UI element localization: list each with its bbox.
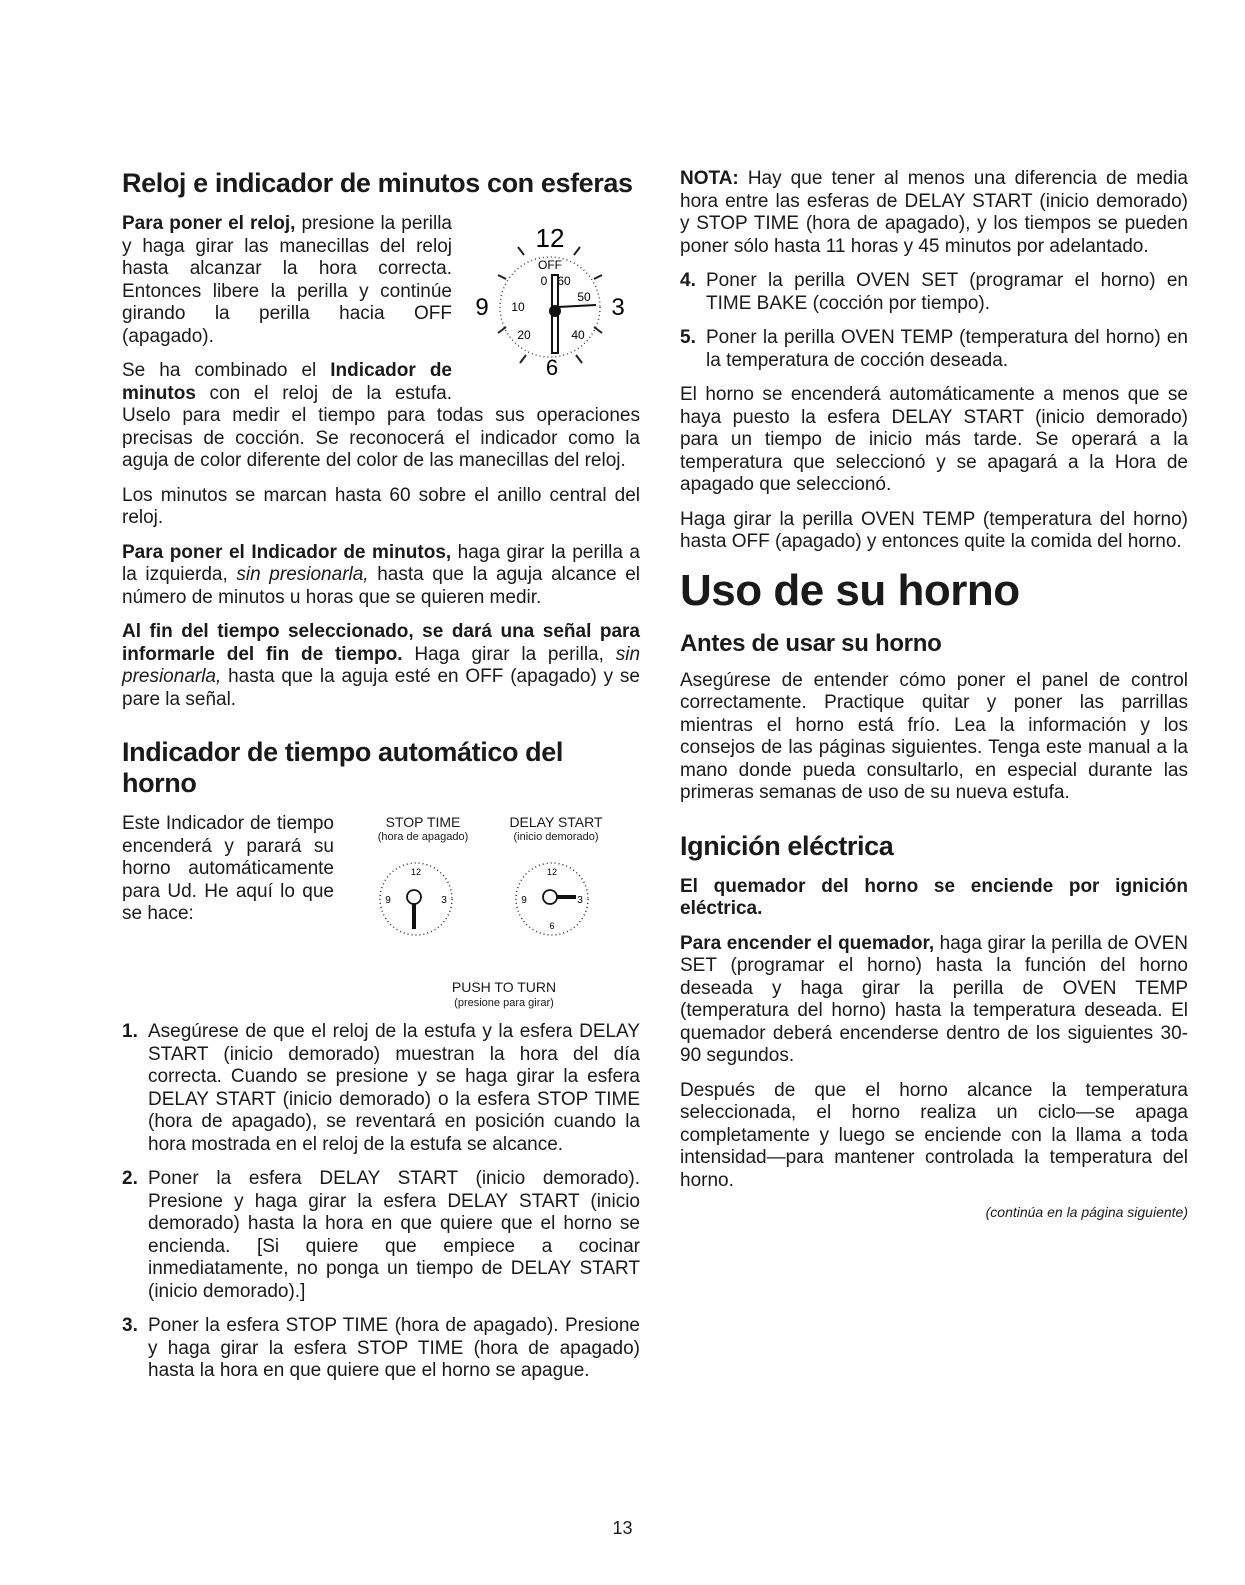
- encender-lead: Para encender el quemador,: [680, 932, 935, 954]
- minute-60-label: 60: [557, 274, 571, 288]
- clock-number-9: 9: [475, 294, 489, 321]
- timer-steps-left: [122, 1021, 640, 1383]
- set-timer-lead: Para poner el Indicador de minutos,: [122, 541, 452, 563]
- antes-usar-text: Asegúrese de entender cómo poner el panel de control correctamente. Practique quitar y poner las parrillas mientras el horno está frío. Lea la información y los consejos de las páginas siguientes. Tenga este manual a la mano donde pueda consultarlo, en especial durante las primeras semanas de uso de su nueva estufa.: [680, 669, 1188, 803]
- timer-intro-bold: Indicador de minutos: [122, 360, 452, 404]
- heading-auto-timer: Indicador de tiempo automático del horno: [122, 737, 563, 798]
- heading-ignicion: Ignición eléctrica: [680, 830, 894, 861]
- svg-text:3: 3: [441, 895, 447, 906]
- heading-uso-horno: Uso de su horno: [680, 565, 1020, 615]
- svg-text:9: 9: [521, 895, 527, 906]
- clock-number-6: 6: [545, 355, 559, 380]
- ciclo-text: Después de que el horno alcance la temperatura seleccionada, el horno realiza un ciclo—se apaga completamente y luego se enciende con la llama a toda intensidad—para mantener controlada la temperatura del horno.: [680, 1079, 1188, 1191]
- minute-10-label: 10: [511, 300, 525, 314]
- heading-clock: Reloj e indicador de minutos con esferas: [122, 168, 633, 198]
- minute-0-label: 0: [540, 274, 548, 288]
- auto-timer-description: Este Indicador de tiempo encenderá y parará su horno automáticamente para Ud. He aquí lo que se hace:: [122, 813, 334, 924]
- minutes-ring-text: Los minutos se marcan hasta 60 sobre el anillo central del reloj.: [122, 484, 640, 528]
- heading-antes-usar: Antes de usar su horno: [680, 629, 942, 657]
- svg-text:6: 6: [549, 921, 555, 931]
- step-1: 1. Asegúrese de que el reloj de la estufa y la esfera DELAY START (inicio demorado) muestran la hora del día correcta. Cuando se presione y se haga girar la esfera DELAY START (inicio demorado) o la esfera STOP TIME (hora de apagado), se reventará en posición cuando la hora mostrada en el reloj de la estufa se alcance.: [122, 1021, 640, 1155]
- stop-time-label: STOP TIME (hora de apagado): [377, 814, 469, 843]
- set-timer-a: haga girar la perilla a la izquierda,: [122, 541, 640, 585]
- clock-set-lead: Para poner el reloj,: [122, 213, 296, 234]
- svg-text:12: 12: [546, 867, 558, 877]
- svg-text:12: 12: [410, 867, 422, 877]
- clock-number-12: 12: [535, 223, 565, 253]
- minute-50-label: 50: [577, 290, 591, 304]
- minute-20-label: 20: [517, 328, 531, 342]
- end-signal-italic: sin presionarla,: [122, 643, 641, 687]
- turn-off-text: Haga girar la perilla OVEN TEMP (temperatura del horno) hasta OFF (apagado) y entonces quite la comida del horno.: [680, 508, 1188, 552]
- minute-off-label: OFF: [538, 258, 562, 272]
- delay-start-dial[interactable]: [510, 857, 594, 941]
- right-column: [680, 168, 1188, 1220]
- timer-intro-a: Se ha combinado el: [122, 360, 331, 381]
- svg-text:3: 3: [577, 895, 583, 906]
- clock-number-3: 3: [611, 294, 625, 321]
- step-5: 5. Poner la perilla OVEN TEMP (temperatura del horno) en la temperatura de cocción deseada.: [680, 327, 1188, 371]
- push-to-turn-label: PUSH TO TURN (presione para girar): [451, 979, 557, 1009]
- encender-text: haga girar la perilla de OVEN SET (programar el horno) hasta la función del horno deseada y haga girar la perilla de OVEN TEMP (temperatura del horno) hasta la temperatura deseada. El quemador deberá encenderse dentro de los siguientes 30-90 segundos.: [680, 932, 1188, 1066]
- delay-start-label: DELAY START (inicio demorado): [509, 814, 603, 843]
- set-timer-italic: sin presionarla,: [236, 564, 369, 585]
- end-signal-lead: Al fin del tiempo seleccionado, se dará una señal para informarle del fin de tiempo.: [122, 621, 640, 665]
- timer-intro-b: con el reloj de la estufa. Uselo para medir el tiempo para todas sus operaciones precisas de cocción. Se reconocerá el indicador como la aguja de color diferente del color de las manecillas del reloj.: [122, 382, 640, 471]
- ignicion-bold: El quemador del horno se enciende por ignición eléctrica.: [680, 875, 1188, 919]
- clock-minute-timer-illustration: [460, 215, 640, 393]
- auto-timer-block: [122, 813, 640, 1013]
- nota-lead: NOTA:: [680, 168, 739, 189]
- end-signal-a: Haga girar la perilla,: [402, 643, 616, 665]
- auto-operation-text: El horno se encenderá automáticamente a menos que se haya puesto la esfera DELAY START (inicio demorado) para un tiempo de inicio más tarde. Se operará a la temperatura que seleccionó y se apagará a la Hora de apagado que seleccionó.: [680, 384, 1188, 495]
- end-signal-b: hasta que la aguja esté en OFF (apagado) y se pare la señal.: [122, 666, 640, 710]
- clock-set-text: presione la perilla y haga girar las manecillas del reloj hasta alcanzar la hora correcta. Entonces libere la perilla y continúe girando la perilla hacia OFF (apagado).: [122, 213, 452, 347]
- step-4: 4. Poner la perilla OVEN SET (programar el horno) en TIME BAKE (cocción por tiempo).: [680, 270, 1188, 314]
- minute-40-label: 40: [571, 328, 585, 342]
- page-number: 13: [612, 1518, 633, 1538]
- step-2: 2. Poner la esfera DELAY START (inicio demorado). Presione y haga girar la esfera DELAY START (inicio demorado) hasta la hora en que quiere que el horno se encienda. [Si quiere que empiece a cocinar inmediatamente, no ponga un tiempo de DELAY START (inicio demorado).]: [122, 1168, 640, 1302]
- step-3: 3. Poner la esfera STOP TIME (hora de apagado). Presione y haga girar la esfera STOP TIME (hora de apagado) hasta la hora en que quiere que el horno se apague.: [122, 1315, 640, 1381]
- stop-time-dial[interactable]: [374, 857, 458, 941]
- continued-note: (continúa en la página siguiente): [985, 1204, 1188, 1220]
- left-column: [122, 168, 640, 1395]
- svg-text:9: 9: [385, 895, 391, 906]
- timer-steps-right: [680, 270, 1188, 372]
- nota-text: Hay que tener al menos una diferencia de media hora entre las esferas de DELAY START (inicio demorado) y STOP TIME (hora de apagado), y los tiempos se pueden poner sólo hasta 11 horas y 45 minutos por adelantado.: [680, 168, 1188, 257]
- set-timer-b: hasta que la aguja alcance el número de minutos u horas que se quieren medir.: [122, 564, 641, 608]
